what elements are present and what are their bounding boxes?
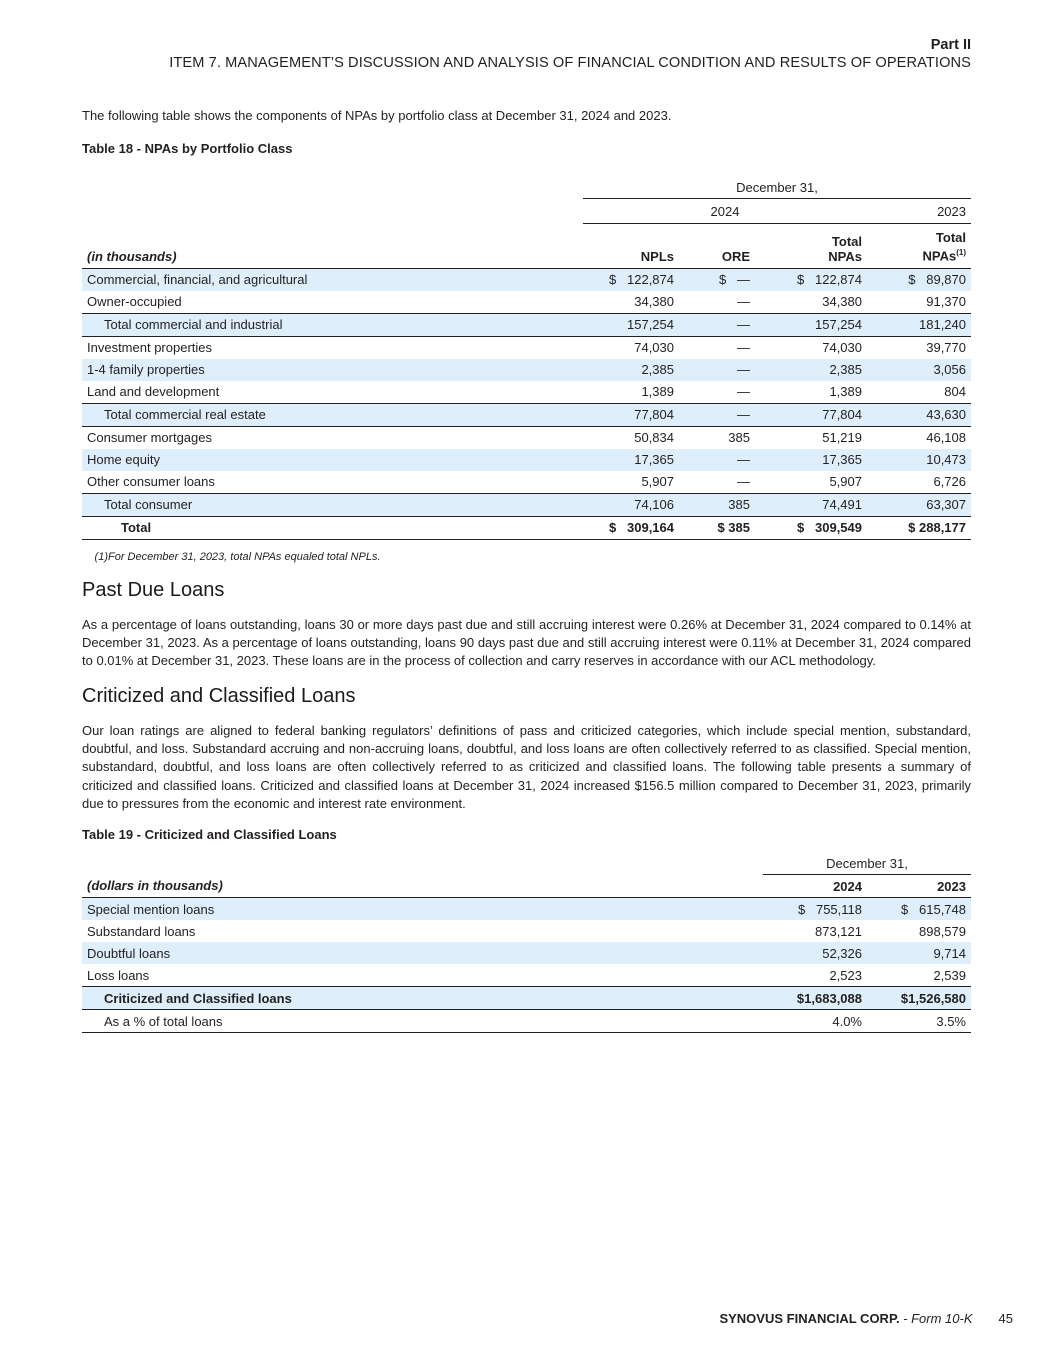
table-row: Owner-occupied 34,380 — 34,380 91,370	[87, 294, 966, 309]
table-18-footnote: (1)For December 31, 2023, total NPAs equaled total NPLs.	[94, 551, 381, 563]
page-footer	[719, 1311, 1013, 1326]
table-row: Total consumer 74,106 385 74,491 63,307	[82, 493, 971, 516]
footnote-ref: (1)	[956, 248, 966, 258]
page-number: 45	[998, 1311, 1013, 1326]
col-npls: NPLs	[583, 224, 679, 269]
unit-label-19: (dollars in thousands)	[82, 875, 763, 898]
company-name: SYNOVUS FINANCIAL CORP.	[719, 1311, 900, 1326]
col-total-npas-2023: Total NPAs$^{(1)}$	[867, 224, 971, 269]
table-row: Total commercial real estate 77,804 — 77,804 43,630	[82, 403, 971, 426]
period-header: December 31,	[583, 176, 971, 199]
table-row: Home equity 17,365 — 17,365 10,473	[82, 449, 971, 471]
year-2023-header: 2023	[867, 199, 971, 224]
table-row: Substandard loans 873,121 898,579	[87, 923, 966, 939]
table-row-total: Criticized and Classified loans $1,683,088 $1,526,580	[82, 987, 971, 1010]
criticized-table	[82, 852, 971, 1033]
npas-table	[82, 176, 971, 540]
past-due-paragraph: As a percentage of loans outstanding, loans 30 or more days past due and still accruing interest were 0.26% at December 31, 2024 compared to 0.14% at December 31, 2023. As a percentage of loans outstanding, loans 90 days past due and still accruing interest were 0.11% at December 31, 2024 compared to 0.01% at December 31, 2023. These loans are in the process of collection and carry reserves in accordance with our ACL methodology.	[82, 617, 971, 669]
table-row: Other consumer loans 5,907 — 5,907 6,726	[87, 474, 966, 489]
table-row: Loss loans 2,523 2,539	[87, 967, 966, 983]
table-row: Special mention loans $ 755,118 $ 615,748	[82, 898, 971, 921]
past-due-heading: Past Due Loans	[82, 579, 225, 601]
table-row-total: Total $ 309,164 $ 385 $ 309,549 $ 288,177	[82, 516, 971, 539]
table-row: Doubtful loans 52,326 9,714	[82, 942, 971, 964]
table-row: Commercial, financial, and agricultural $ 122,874 $ — $ 122,874 $ 89,870	[82, 268, 971, 291]
table-row: Investment properties 74,030 — 74,030 39,770	[82, 336, 971, 359]
table-row: Consumer mortgages 50,834 385 51,219 46,108	[82, 426, 971, 449]
unit-label: (in thousands)	[82, 224, 583, 269]
col-2023: 2023	[867, 875, 971, 898]
table-row: Total commercial and industrial 157,254 — 157,254 181,240	[82, 313, 971, 336]
criticized-heading: Criticized and Classified Loans	[82, 685, 356, 707]
item-heading: ITEM 7. MANAGEMENT’S DISCUSSION AND ANALYSIS OF FINANCIAL CONDITION AND RESULTS OF OPERATIONS	[169, 55, 971, 71]
criticized-paragraph: Our loan ratings are aligned to federal banking regulators’ definitions of pass and criticized categories, which include special mention, substandard, doubtful, and loss. Substandard accruing and non-accruing loans, doubtful, and loss loans are often collectively referred to as classified. Special mention, substandard, doubtful, and loss loans are often collectively referred to as criticized and classified loans. The following table presents a summary of criticized and classified loans. Criticized and classified loans at December 31, 2024 increased $156.5 million compared to December 31, 2023, primarily due to pressures from the economic and interest rate environment.	[82, 723, 971, 811]
form-label: - Form 10-K	[899, 1311, 973, 1326]
table-18-title: Table 18 - NPAs by Portfolio Class	[82, 141, 293, 156]
intro-text: The following table shows the components of NPAs by portfolio class at December 31, 2024 and 2023.	[82, 108, 672, 123]
col-total-npas: Total NPAs	[755, 224, 867, 269]
table-row: 1-4 family properties 2,385 — 2,385 3,056	[82, 359, 971, 381]
table-row: As a % of total loans 4.0% 3.5%	[82, 1010, 971, 1033]
table-row: Land and development 1,389 — 1,389 804	[87, 384, 966, 399]
col-ore: ORE	[679, 224, 755, 269]
table-19-title: Table 19 - Criticized and Classified Loans	[82, 827, 337, 842]
part-label: Part II	[930, 37, 971, 53]
year-2024-header: 2024	[583, 199, 867, 224]
period-header-19: December 31,	[763, 852, 971, 875]
col-2024: 2024	[763, 875, 867, 898]
